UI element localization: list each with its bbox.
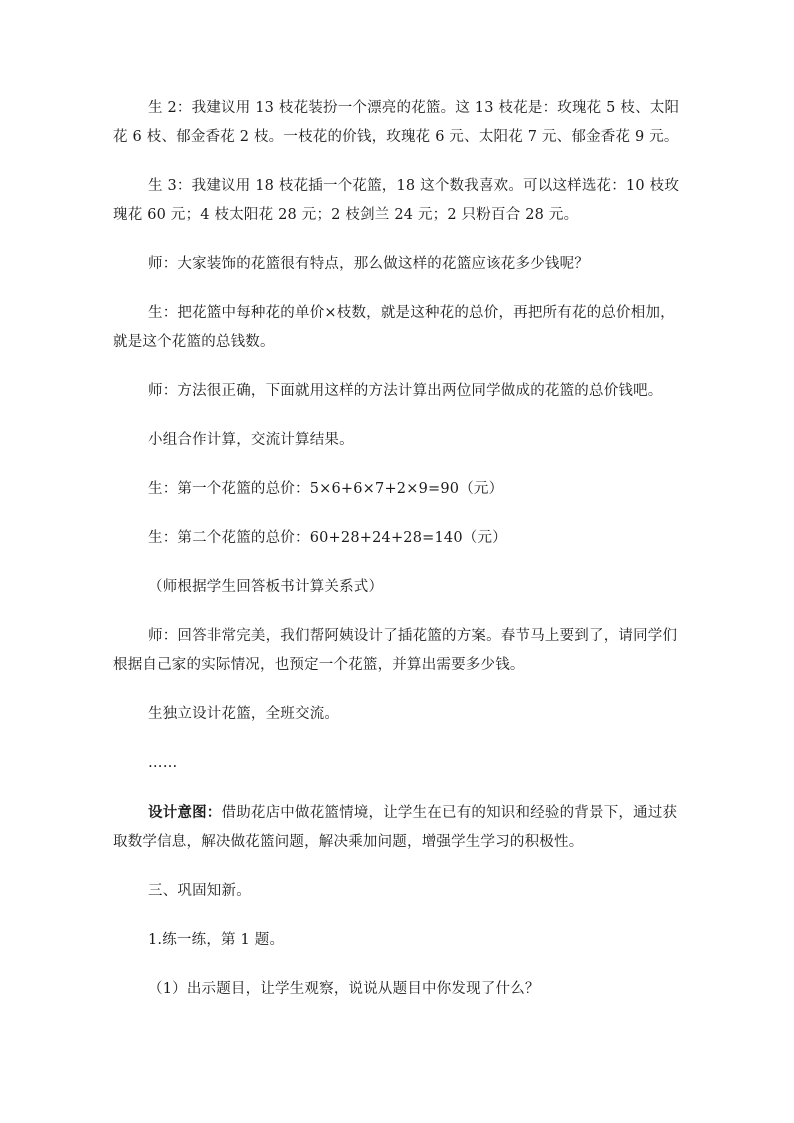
document-body — [113, 94, 683, 1024]
paragraph-teacher-instruction: 师：方法很正确，下面就用这样的方法计算出两位同学做成的花篮的总价钱吧。 — [148, 383, 663, 399]
paragraph-student-2: 生 2：我建议用 13 枝花装扮一个漂亮的花篮。这 13 枝花是：玫瑰花 5 枝、太阳花 6 枝、郁金香花 2 枝。一枝花的价钱，玫瑰花 6 元、太阳花 7 元、郁金香花 9 元。 — [113, 100, 680, 145]
paragraph-independent-design: 生独立设计花篮，全班交流。 — [148, 706, 340, 722]
paragraph-teacher-praise: 师：回答非常完美，我们帮阿姨设计了插花篮的方案。春节马上要到了，请同学们根据自己家的实际情况，也预定一个花篮，并算出需要多少钱。 — [113, 628, 678, 673]
paragraph-second-basket-total: 生：第二个花篮的总价：60+28+24+28=140（元） — [148, 530, 507, 546]
exercise-step-1: （1）出示题目，让学生观察，说说从题目中你发现了什么？ — [148, 981, 540, 997]
paragraph-student-3: 生 3：我建议用 18 枝花插一个花篮，18 这个数我喜欢。可以这样选花：10 枝玫瑰花 60 元；4 枝太阳花 28 元；2 枝剑兰 24 元；2 只粉百合 28 元。 — [113, 178, 680, 223]
section-heading-consolidate: 三、巩固知新。 — [148, 883, 251, 899]
paragraph-ellipsis: …… — [148, 755, 178, 771]
paragraph-first-basket-total: 生：第一个花篮的总价：5×6+6×7+2×9=90（元） — [148, 481, 504, 497]
design-intent-text: 借助花店中做花篮情境，让学生在已有的知识和经验的背景下，通过获取数学信息，解决做花篮问题，解决乘加问题，增强学生学习的积极性。 — [113, 805, 678, 850]
paragraph-design-intent — [113, 798, 683, 857]
paragraph-student-method: 生：把花篮中每种花的单价×枝数，就是这种花的总价，再把所有花的总价相加，就是这个花篮的总钱数。 — [113, 305, 675, 350]
paragraph-board-note: （师根据学生回答板书计算关系式） — [148, 579, 384, 595]
exercise-heading: 1.练一练，第 1 题。 — [148, 932, 285, 948]
paragraph-group-work: 小组合作计算，交流计算结果。 — [148, 432, 354, 448]
paragraph-teacher-question: 师：大家装饰的花篮很有特点，那么做这样的花篮应该花多少钱呢？ — [148, 256, 589, 272]
design-intent-label: 设计意图： — [148, 804, 222, 821]
